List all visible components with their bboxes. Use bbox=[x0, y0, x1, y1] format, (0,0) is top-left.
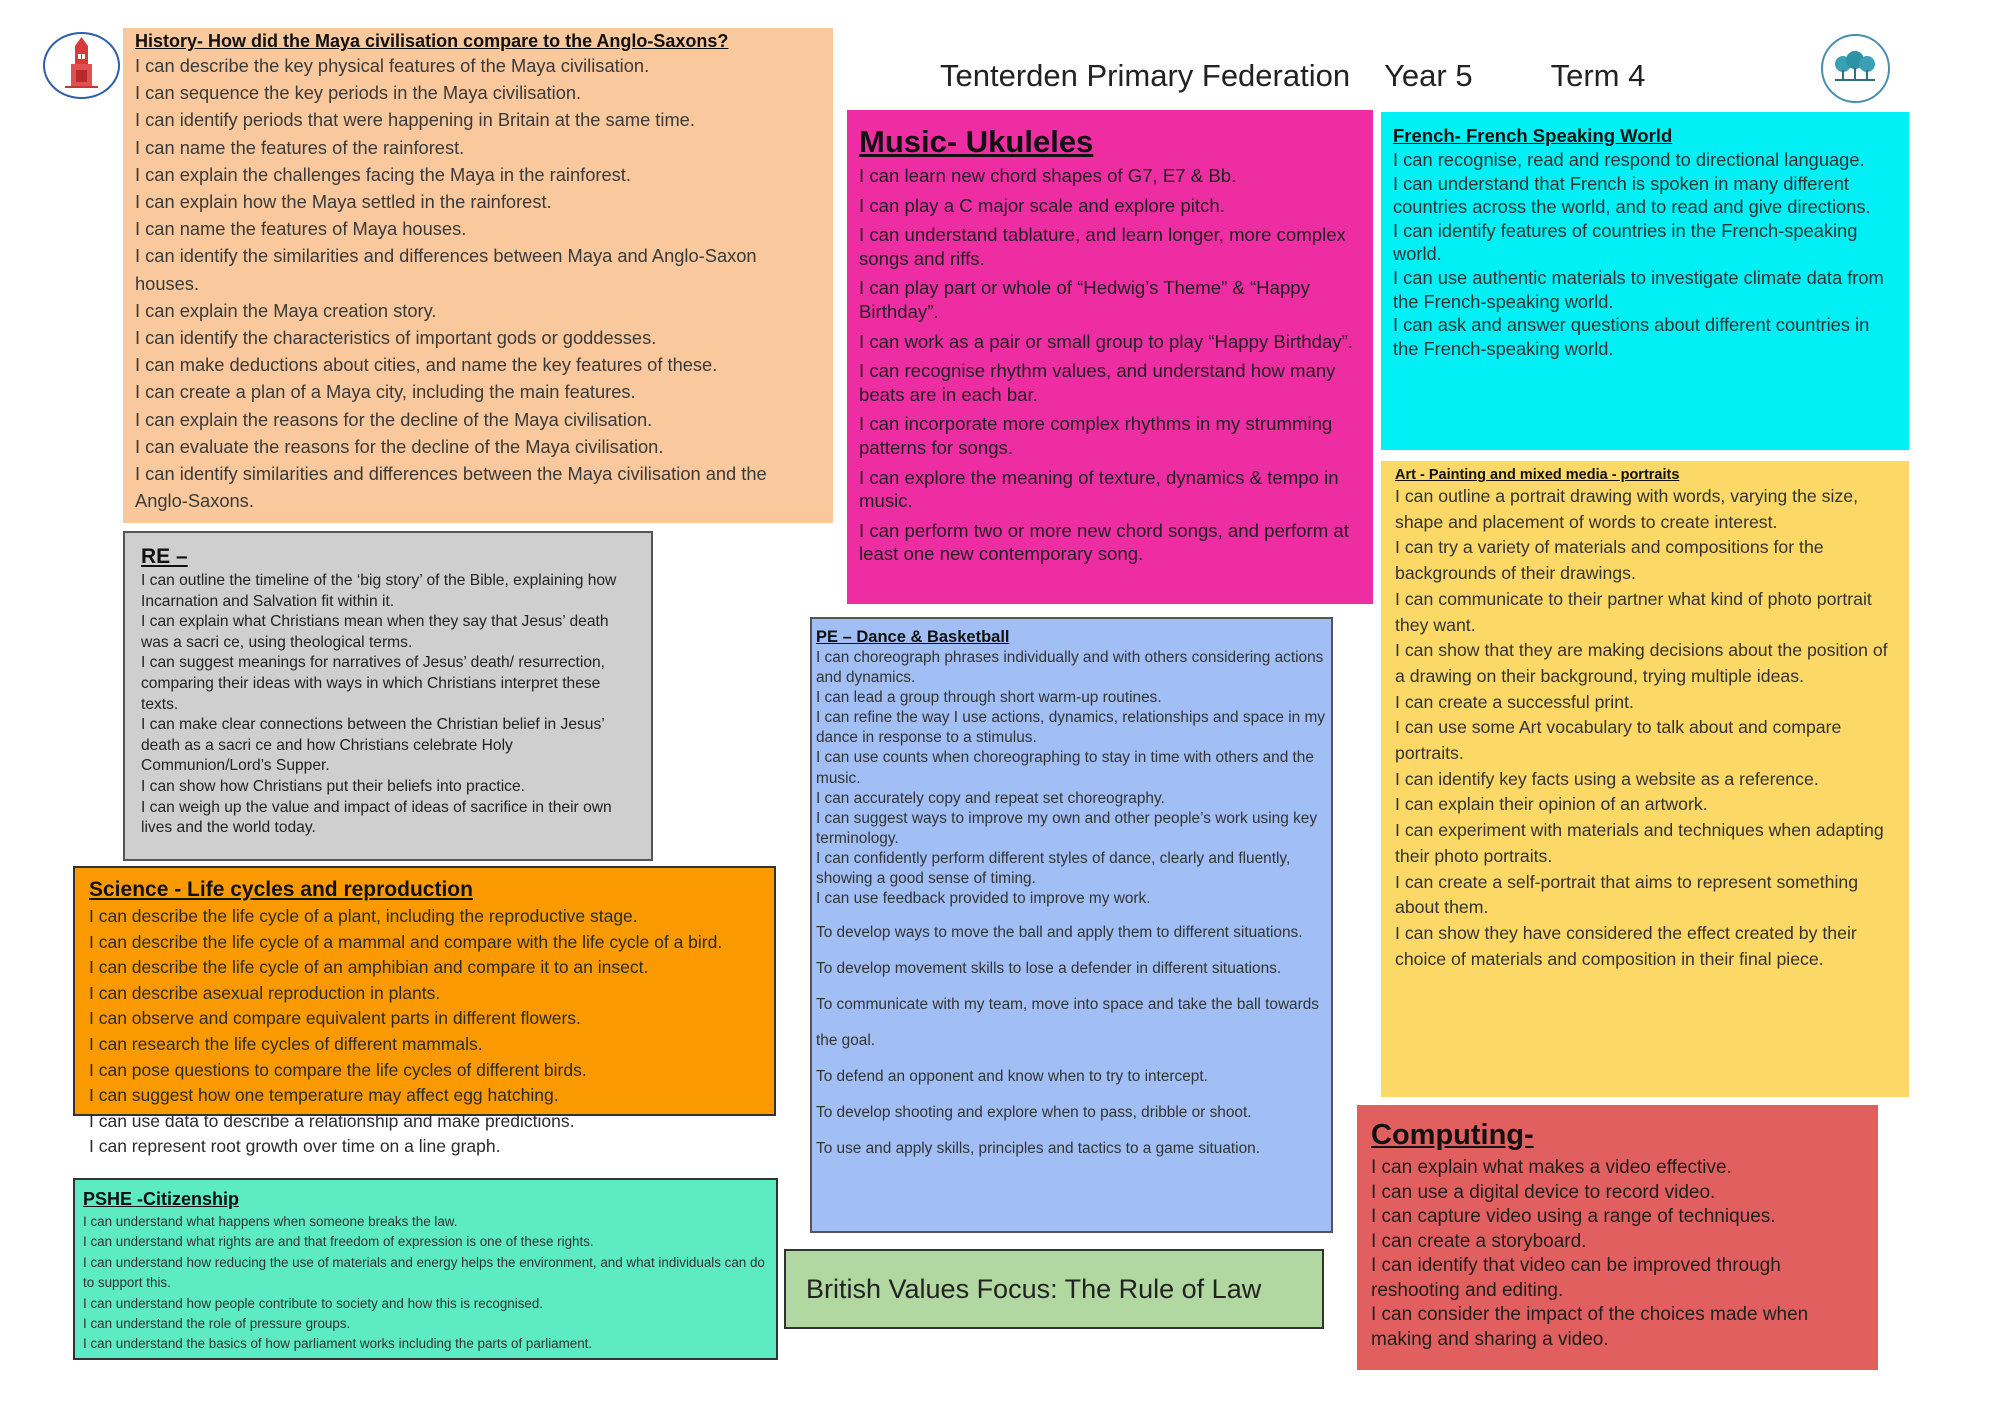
list-item: I can ask and answer questions about different countries in the French-speaking world. bbox=[1393, 314, 1870, 359]
pshe-list bbox=[83, 1212, 768, 1355]
list-item: I can use authentic materials to investigate climate data from the French-speaking world. bbox=[1393, 266, 1884, 312]
science-panel bbox=[73, 866, 776, 1157]
french-title: French- French Speaking World bbox=[1393, 125, 1673, 146]
list-item: I can suggest how one temperature may affect egg hatching. bbox=[89, 1085, 559, 1106]
re-list bbox=[141, 571, 635, 839]
year-label: Year 5 bbox=[1384, 58, 1473, 93]
list-item: I can try a variety of materials and compositions for the backgrounds of their drawings. bbox=[1395, 537, 1824, 584]
list-item: I can play a C major scale and explore pitch. bbox=[859, 194, 1225, 216]
french-list bbox=[1393, 148, 1897, 360]
list-item: I can understand the role of pressure groups. bbox=[83, 1316, 351, 1332]
page-header bbox=[940, 58, 1645, 94]
list-item: I can describe the life cycle of a plant, including the reproductive stage. bbox=[89, 906, 638, 926]
history-list bbox=[135, 52, 821, 514]
list-item: I can refine the way I use actions, dynamics, relationships and space in my dance in response to a stimulus. bbox=[816, 709, 1326, 747]
list-item: I can explain the reasons for the decline of the Maya civilisation. bbox=[135, 408, 653, 430]
list-item: I can create a self-portrait that aims to represent something about them. bbox=[1395, 871, 1859, 918]
music-panel bbox=[847, 110, 1373, 604]
list-item: I can identify features of countries in the French-speaking world. bbox=[1393, 219, 1858, 265]
list-item: To defend an opponent and know when to try to intercept. bbox=[816, 1068, 1208, 1086]
list-item: I can sequence the key periods in the Maya civilisation. bbox=[135, 82, 582, 104]
list-item: I can use some Art vocabulary to talk about and compare portraits. bbox=[1395, 717, 1842, 764]
list-item: I can explain what makes a video effective. bbox=[1371, 1157, 1732, 1178]
pe-basketball-list bbox=[816, 915, 1327, 1167]
list-item: I can explain what Christians mean when they say that Jesus’ death was a sacri ce, using theological terms. bbox=[141, 613, 609, 651]
list-item: I can understand tablature, and learn longer, more complex songs and riffs. bbox=[859, 224, 1346, 269]
list-item: I can describe the key physical features of the Maya civilisation. bbox=[135, 55, 650, 76]
computing-title: Computing- bbox=[1371, 1119, 1534, 1151]
list-item: I can understand what rights are and that freedom of expression is one of these rights. bbox=[83, 1234, 594, 1250]
list-item: I can suggest meanings for narratives of Jesus’ death/ resurrection, comparing their ideas with ways in which Christians interpret these texts. bbox=[141, 654, 606, 713]
list-item: I can incorporate more complex rhythms in my strumming patterns for songs. bbox=[859, 413, 1333, 458]
list-item: I can identify periods that were happening in Britain at the same time. bbox=[135, 109, 695, 131]
list-item: I can use data to describe a relationship and make predictions. bbox=[89, 1110, 575, 1131]
art-title: Art - Painting and mixed media - portraits bbox=[1395, 467, 1680, 483]
history-panel bbox=[123, 28, 833, 523]
list-item: I can observe and compare equivalent parts in different flowers. bbox=[89, 1008, 581, 1029]
list-item: I can accurately copy and repeat set choreography. bbox=[816, 789, 1165, 807]
pshe-title: PSHE -Citizenship bbox=[83, 1189, 240, 1209]
list-item: I can create a plan of a Maya city, including the main features. bbox=[135, 381, 636, 403]
list-item: I can describe the life cycle of an amphibian and compare it to an insect. bbox=[89, 957, 649, 978]
list-item: I can identify that video can be improved through reshooting and editing. bbox=[1371, 1255, 1781, 1301]
church-crest-icon bbox=[43, 32, 120, 99]
list-item: I can explain how the Maya settled in the rainforest. bbox=[135, 191, 552, 213]
list-item: I can confidently perform different styles of dance, clearly and fluently, showing a good sense of timing. bbox=[816, 849, 1291, 888]
music-list bbox=[859, 164, 1361, 566]
list-item: To develop shooting and explore when to pass, dribble or shoot. bbox=[816, 1104, 1252, 1122]
list-item: I can create a storyboard. bbox=[1371, 1230, 1587, 1252]
list-item: I can explain the Maya creation story. bbox=[135, 299, 437, 321]
british-values-text: British Values Focus: The Rule of Law bbox=[806, 1273, 1262, 1304]
pe-dance-list bbox=[816, 648, 1327, 909]
list-item: I can understand that French is spoken in many different countries across the world, and to read and give directions. bbox=[1393, 172, 1871, 218]
list-item: To communicate with my team, move into space and take the ball towards the goal. bbox=[816, 996, 1319, 1050]
re-title: RE – bbox=[141, 545, 188, 568]
music-title: Music- Ukuleles bbox=[859, 124, 1094, 159]
list-item: I can recognise rhythm values, and understand how many beats are in each bar. bbox=[859, 360, 1336, 405]
computing-panel bbox=[1357, 1105, 1878, 1370]
list-item: I can pose questions to compare the life cycles of different birds. bbox=[89, 1059, 587, 1080]
list-item: I can perform two or more new chord songs, and perform at least one new contemporary song. bbox=[859, 519, 1349, 565]
french-panel bbox=[1381, 112, 1909, 450]
list-item: I can identify the similarities and differences between Maya and Anglo-Saxon houses. bbox=[135, 245, 757, 294]
list-item: To use and apply skills, principles and tactics to a game situation. bbox=[816, 1140, 1260, 1158]
pe-panel bbox=[810, 617, 1333, 1233]
list-item: I can describe the life cycle of a mammal and compare with the life cycle of a bird. bbox=[89, 931, 723, 952]
history-title: History- How did the Maya civilisation compare to the Anglo-Saxons? bbox=[135, 31, 729, 51]
british-values-panel bbox=[784, 1249, 1324, 1329]
list-item: I can lead a group through short warm-up routines. bbox=[816, 689, 1162, 707]
list-item: I can understand the basics of how parliament works including the parts of parliament. bbox=[83, 1336, 593, 1352]
list-item: I can research the life cycles of different mammals. bbox=[89, 1033, 483, 1054]
list-item: I can weigh up the value and impact of ideas of sacrifice in their own lives and the world today. bbox=[141, 798, 612, 837]
computing-list bbox=[1371, 1156, 1864, 1352]
term-label: Term 4 bbox=[1550, 58, 1646, 93]
list-item: I can outline the timeline of the ‘big story’ of the Bible, explaining how Incarnation and Salvation fit within it. bbox=[141, 572, 617, 610]
list-item: I can recognise, read and respond to directional language. bbox=[1393, 149, 1865, 170]
list-item: I can use a digital device to record video. bbox=[1371, 1181, 1716, 1203]
list-item: I can name the features of Maya houses. bbox=[135, 218, 467, 240]
list-item: I can capture video using a range of techniques. bbox=[1371, 1206, 1776, 1227]
list-item: I can show they have considered the effect created by their choice of materials and composition in their final piece. bbox=[1395, 922, 1857, 969]
list-item: I can show that they are making decisions about the position of a drawing on their background, trying multiple ideas. bbox=[1395, 640, 1888, 686]
pshe-panel bbox=[73, 1178, 778, 1360]
list-item: I can play part or whole of “Hedwig’s Theme” & “Happy Birthday”. bbox=[859, 277, 1310, 322]
list-item: I can evaluate the reasons for the decline of the Maya civilisation. bbox=[135, 435, 664, 457]
science-list bbox=[89, 904, 760, 1160]
list-item: I can identify key facts using a website as a reference. bbox=[1395, 768, 1819, 789]
list-item: I can understand what happens when someone breaks the law. bbox=[83, 1214, 458, 1229]
list-item: I can experiment with materials and techniques when adapting their photo portraits. bbox=[1395, 820, 1884, 866]
list-item: I can choreograph phrases individually and with others considering actions and dynamics. bbox=[816, 649, 1324, 687]
list-item: I can create a successful print. bbox=[1395, 691, 1634, 712]
list-item: I can identify the characteristics of important gods or goddesses. bbox=[135, 327, 657, 349]
list-item: I can understand how people contribute to society and how this is recognised. bbox=[83, 1295, 544, 1311]
list-item: I can understand how reducing the use of materials and energy helps the environment, and what individuals can do to support this. bbox=[83, 1254, 765, 1291]
art-list bbox=[1395, 484, 1895, 972]
list-item: I can use feedback provided to improve my work. bbox=[816, 890, 1151, 908]
list-item: I can identify similarities and differences between the Maya civilisation and the Anglo-Saxons. bbox=[135, 463, 767, 512]
list-item: I can explore the meaning of texture, dynamics & tempo in music. bbox=[859, 466, 1339, 512]
list-item: I can represent root growth over time on a line graph. bbox=[89, 1136, 501, 1157]
school-name: Tenterden Primary Federation bbox=[940, 58, 1351, 93]
list-item: I can name the features of the rainforest. bbox=[135, 136, 465, 158]
art-panel bbox=[1381, 461, 1909, 1097]
list-item: I can explain the challenges facing the Maya in the rainforest. bbox=[135, 163, 631, 185]
list-item: To develop ways to move the ball and apply them to different situations. bbox=[816, 924, 1303, 942]
list-item: I can suggest ways to improve my own and other people’s work using key terminology. bbox=[816, 809, 1318, 847]
list-item: I can make deductions about cities, and name the key features of these. bbox=[135, 354, 718, 376]
list-item: I can work as a pair or small group to play “Happy Birthday”. bbox=[859, 330, 1353, 352]
list-item: I can show how Christians put their beliefs into practice. bbox=[141, 777, 525, 795]
list-item: I can outline a portrait drawing with words, varying the size, shape and placement of words to create interest. bbox=[1395, 486, 1859, 532]
list-item: I can describe asexual reproduction in plants. bbox=[89, 982, 441, 1003]
trees-icon bbox=[1821, 34, 1890, 103]
list-item: I can consider the impact of the choices made when making and sharing a video. bbox=[1371, 1304, 1809, 1350]
list-item: I can communicate to their partner what kind of photo portrait they want. bbox=[1395, 588, 1872, 635]
list-item: To develop movement skills to lose a defender in different situations. bbox=[816, 960, 1282, 978]
list-item: I can learn new chord shapes of G7, E7 & Bb. bbox=[859, 165, 1237, 186]
science-title: Science - Life cycles and reproduction bbox=[89, 878, 473, 901]
list-item: I can make clear connections between the Christian belief in Jesus’ death as a sacri ce and how Christians celebrate Holy Communion/Lord’s Supper. bbox=[141, 716, 605, 775]
list-item: I can explain their opinion of an artwork. bbox=[1395, 794, 1708, 815]
re-panel bbox=[123, 531, 653, 861]
list-item: I can use counts when choreographing to stay in time with others and the music. bbox=[816, 749, 1314, 787]
pe-title: PE – Dance & Basketball bbox=[816, 628, 1010, 646]
